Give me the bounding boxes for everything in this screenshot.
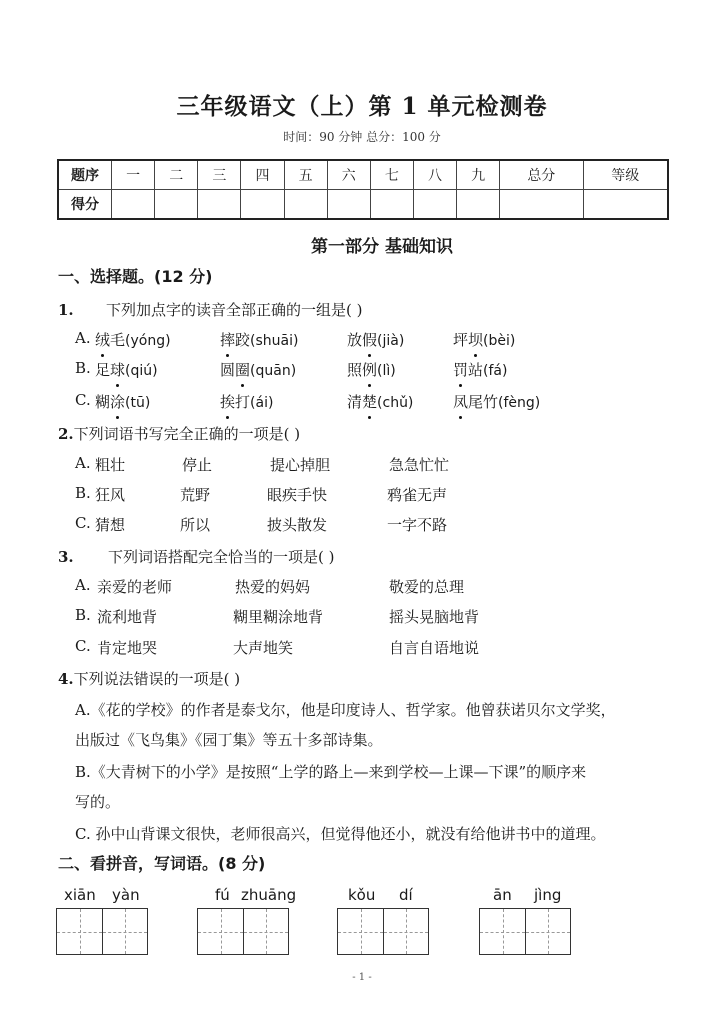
pinyin-text: dí [399, 886, 413, 904]
writing-cell[interactable] [57, 909, 102, 954]
option-letter: C. [75, 637, 91, 655]
item-text: 足 [95, 361, 111, 379]
dotted-char: 圈 [235, 361, 251, 379]
option-letter: C. [75, 391, 91, 409]
q2-word: 狂风 [95, 486, 126, 504]
q2-word: 猜想 [95, 516, 126, 534]
score-table-cell: 二 [155, 160, 198, 190]
item-pinyin: (lì) [377, 363, 396, 379]
q2-word: 急急忙忙 [389, 456, 450, 474]
q1-item [453, 359, 507, 380]
writing-grid[interactable] [197, 908, 289, 955]
option-text: 写的。 [75, 793, 121, 811]
part-heading: 第一部分 基础知识 [311, 237, 453, 257]
score-table-cell: 等级 [583, 160, 668, 190]
q1-item [220, 329, 298, 350]
item-text: 毛 [110, 331, 126, 349]
q2-word: 粗壮 [95, 456, 126, 474]
page-title: 三年级语文（上）第 1 单元检测卷 [176, 93, 548, 120]
q2-word: 披头散发 [267, 516, 328, 534]
writing-grid[interactable] [56, 908, 148, 955]
score-cell[interactable] [112, 190, 155, 220]
q3-phrase: 敬爱的总理 [389, 578, 465, 596]
question-number: 3. [58, 548, 74, 566]
writing-cell[interactable] [243, 909, 288, 954]
pinyin-word-3 [337, 886, 429, 955]
q1-item [95, 391, 150, 412]
score-cell[interactable] [241, 190, 284, 220]
score-cell[interactable] [413, 190, 456, 220]
item-text: 跤 [235, 331, 251, 349]
dotted-char: 例 [362, 361, 378, 379]
question-stem: 下列词语书写完全正确的一项是( ) [73, 425, 301, 443]
pinyin-text: ān [493, 886, 512, 904]
score-table-cell: 三 [198, 160, 241, 190]
section-2-heading: 二、看拼音，写词语。(8 分) [58, 854, 266, 873]
writing-grid[interactable] [337, 908, 429, 955]
writing-cell[interactable] [102, 909, 147, 954]
question-number: 1. [58, 301, 74, 319]
question-stem: 下列加点字的读音全部正确的一组是( ) [106, 301, 363, 319]
score-row-label: 得分 [58, 190, 112, 220]
q2-word: 停止 [182, 456, 213, 474]
item-text: 圆 [220, 361, 236, 379]
score-table [57, 159, 669, 220]
item-pinyin: (ái) [250, 395, 274, 411]
score-table-cell: 题序 [58, 160, 112, 190]
score-cell[interactable] [500, 190, 583, 220]
item-text: 尾竹 [468, 393, 499, 411]
option-text: 出版过《飞鸟集》《园丁集》等五十多部诗集。 [75, 731, 383, 749]
pinyin-text: xiān [64, 886, 96, 904]
dotted-char: 球 [110, 361, 126, 379]
item-text: 放 [347, 331, 363, 349]
score-cell[interactable] [155, 190, 198, 220]
writing-cell[interactable] [338, 909, 383, 954]
score-cell[interactable] [198, 190, 241, 220]
question-1 [58, 299, 362, 320]
q4-option-b [75, 757, 675, 817]
question-number: 4. [58, 670, 74, 688]
item-pinyin: (bèi) [483, 333, 516, 349]
pinyin-text: fú [215, 886, 230, 904]
option-letter: C. [75, 514, 91, 532]
q3-phrase: 摇头晃脑地背 [389, 608, 480, 626]
page-number: - 1 - [352, 972, 372, 983]
writing-grid[interactable] [479, 908, 571, 955]
score-cell[interactable] [284, 190, 327, 220]
q1-item [347, 391, 413, 412]
dotted-char: 摔 [220, 331, 236, 349]
question-number: 2. [58, 425, 74, 443]
option-letter: B. [75, 359, 91, 377]
item-pinyin: (chǔ) [377, 395, 414, 411]
item-pinyin: (quān) [250, 363, 297, 379]
q2-word: 荒野 [180, 486, 211, 504]
q3-phrase: 自言自语地说 [389, 639, 480, 657]
dotted-char: 绒 [95, 331, 111, 349]
pinyin-text: kǒu [348, 886, 376, 904]
option-letter: A. [75, 576, 91, 594]
option-letter: A. [75, 454, 91, 472]
q2-word: 眼疾手快 [267, 486, 328, 504]
q3-phrase: 热爱的妈妈 [235, 578, 311, 596]
q3-phrase: 流利地背 [97, 608, 158, 626]
q1-item [453, 329, 515, 350]
item-text: 清 [347, 393, 363, 411]
score-cell[interactable] [327, 190, 370, 220]
q4-option-a [75, 695, 675, 755]
item-text: 照 [347, 361, 363, 379]
q2-word: 鸦雀无声 [387, 486, 448, 504]
q1-item [95, 359, 158, 380]
score-table-score-row [58, 190, 668, 220]
dotted-char: 楚 [362, 393, 378, 411]
option-text: A.《花的学校》的作者是泰戈尔，他是印度诗人、哲学家。他曾获诺贝尔文学奖， [75, 701, 616, 719]
question-2 [58, 423, 300, 444]
score-table-cell: 四 [241, 160, 284, 190]
dotted-char: 罚 [453, 361, 469, 379]
score-table-cell: 八 [413, 160, 456, 190]
q3-phrase: 糊里糊涂地背 [233, 608, 324, 626]
item-pinyin: (fá) [483, 363, 508, 379]
q1-item [453, 391, 540, 412]
item-pinyin: (shuāi) [250, 333, 299, 349]
exam-info: 时间：90 分钟 总分：100 分 [283, 130, 441, 144]
q4-option-c [75, 819, 675, 849]
question-stem: 下列说法错误的一项是( ) [73, 670, 241, 688]
dotted-char: 涂 [110, 393, 126, 411]
score-table-cell: 总分 [500, 160, 583, 190]
writing-cell[interactable] [383, 909, 428, 954]
question-4 [58, 668, 240, 689]
item-text: 站 [468, 361, 484, 379]
q2-word: 所以 [180, 516, 211, 534]
score-cell[interactable] [370, 190, 413, 220]
score-table-cell: 九 [457, 160, 500, 190]
option-text: B.《大青树下的小学》是按照“上学的路上—来到学校—上课—下课”的顺序来 [75, 763, 587, 781]
pinyin-word-2 [197, 886, 297, 955]
score-table-cell: 七 [370, 160, 413, 190]
option-letter: B. [75, 484, 91, 502]
score-cell[interactable] [583, 190, 668, 220]
q2-word: 提心掉胆 [270, 456, 331, 474]
item-text: 打 [235, 393, 251, 411]
q3-phrase: 大声地笑 [233, 639, 294, 657]
question-stem: 下列词语搭配完全恰当的一项是( ) [108, 548, 335, 566]
writing-cell[interactable] [480, 909, 525, 954]
score-table-cell: 五 [284, 160, 327, 190]
pinyin-text: yàn [112, 886, 140, 904]
score-table-cell: 六 [327, 160, 370, 190]
section-1-heading: 一、选择题。(12 分) [58, 267, 213, 286]
writing-cell[interactable] [525, 909, 570, 954]
item-pinyin: (tū) [125, 395, 151, 411]
item-pinyin: (fèng) [498, 395, 541, 411]
item-pinyin: (qiú) [125, 363, 158, 379]
q1-item [347, 329, 404, 350]
option-text: C. 孙中山背课文很快，老师很高兴，但觉得他还小，就没有给他讲书中的道理。 [75, 825, 606, 843]
q1-item [347, 359, 396, 380]
q2-option-a [75, 454, 185, 472]
q2-word: 一字不路 [387, 516, 448, 534]
score-table-cell: 一 [112, 160, 155, 190]
q1-item [220, 359, 296, 380]
pinyin-text: zhuāng [241, 886, 297, 904]
question-3 [58, 546, 334, 567]
pinyin-word-1 [56, 886, 148, 955]
pinyin-word-4 [479, 886, 571, 955]
dotted-char: 凤 [453, 393, 469, 411]
dotted-char: 挨 [220, 393, 236, 411]
score-cell[interactable] [457, 190, 500, 220]
q1-item [220, 391, 273, 412]
dotted-char: 坝 [468, 331, 484, 349]
score-table-header-row [58, 160, 668, 190]
item-text: 坪 [453, 331, 469, 349]
item-pinyin: (yóng) [125, 333, 171, 349]
writing-cell[interactable] [198, 909, 243, 954]
item-pinyin: (jià) [377, 333, 405, 349]
q3-phrase: 肯定地哭 [97, 639, 158, 657]
q1-item [95, 329, 171, 350]
option-letter: A. [75, 329, 91, 347]
item-text: 糊 [95, 393, 111, 411]
pinyin-text: jìng [534, 886, 562, 904]
q3-phrase: 亲爱的老师 [97, 578, 173, 596]
dotted-char: 假 [362, 331, 378, 349]
option-letter: B. [75, 606, 91, 624]
